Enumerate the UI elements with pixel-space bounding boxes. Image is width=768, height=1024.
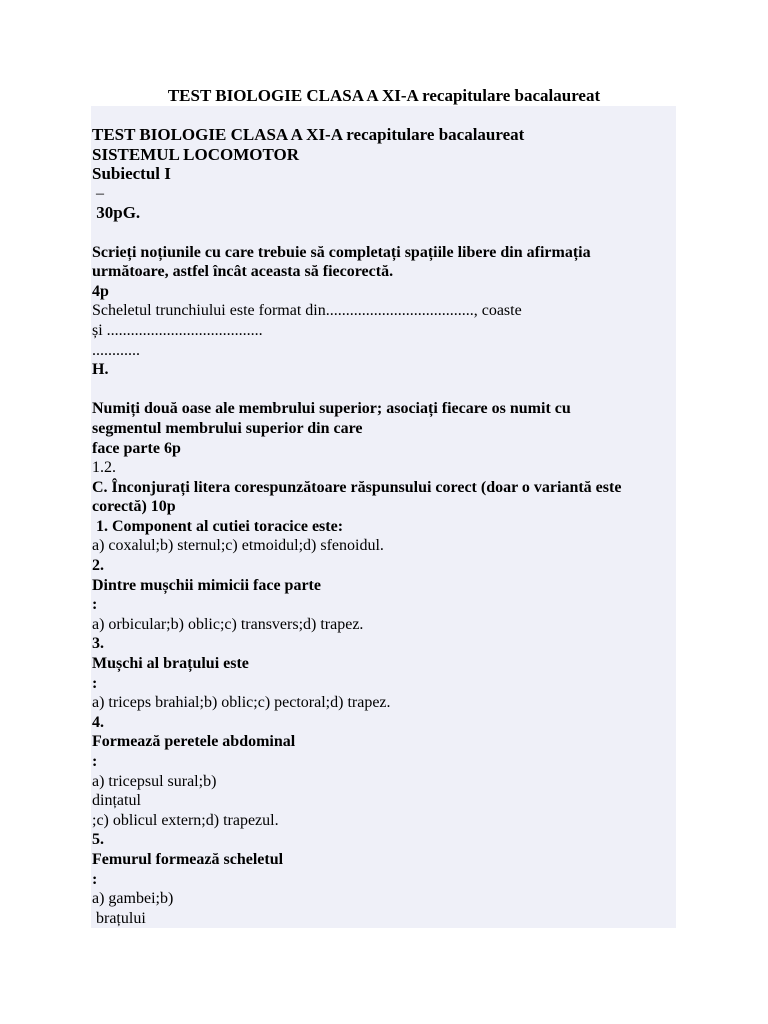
document-line: ............ (92, 341, 140, 359)
document-line: C. Înconjurați litera corespunzătoare răspunsului corect (doar o variantă este (92, 478, 622, 496)
document-line: brațului (92, 909, 146, 927)
document-line: a) triceps brahial;b) oblic;c) pectoral;d) trapez. (92, 694, 391, 712)
document-line: următoare, astfel încât aceasta să fiecorectă. (92, 263, 394, 281)
document-line: : (92, 870, 98, 888)
document-line (92, 223, 692, 243)
document-line: H. (92, 361, 109, 379)
document-line (92, 380, 692, 400)
document-line: : (92, 753, 98, 770)
document-line: 2. (92, 557, 104, 575)
document-line: face parte 6p (92, 439, 181, 457)
document-line: 1.2. (92, 459, 116, 477)
document-line: a) coxalul;b) sternul;c) etmoidul;d) sfenoidul. (92, 537, 384, 555)
document-line: a) tricepsul sural;b) (92, 772, 217, 790)
document-line: ;c) oblicul extern;d) trapezul. (92, 811, 279, 829)
document-line: 1. Component al cutiei toracice este: (92, 517, 344, 535)
document-body (92, 125, 692, 928)
document-line: Numiți două oase ale membrului superior; asociați fiecare os numit cu (92, 400, 571, 418)
document-line: a) orbicular;b) oblic;c) transvers;d) trapez. (92, 615, 364, 633)
document-line: SISTEMUL LOCOMOTOR (92, 144, 300, 164)
document-line: a) gambei;b) (92, 890, 174, 908)
document-line: Scrieți noțiunile cu care trebuie să completați spațiile libere din afirmația (92, 243, 591, 261)
document-line: 4p (92, 282, 109, 300)
document-line: 4. (92, 713, 104, 731)
document-line: 30pG. (92, 203, 141, 223)
document-line: : (92, 674, 98, 692)
document-line: : (92, 596, 98, 614)
document-line: Dintre mușchii mimicii face parte (92, 576, 321, 594)
document-line: TEST BIOLOGIE CLASA A XI-A recapitulare bacalaureat (92, 125, 525, 144)
document-line: Mușchi al brațului este (92, 655, 249, 673)
document-line: Scheletul trunchiului este format din....................................., coaste (92, 302, 522, 320)
document-line: dințatul (92, 792, 141, 810)
document-line: Femurul formează scheletul (92, 850, 284, 868)
document-line: Subiectul I (92, 164, 171, 184)
document-line: 3. (92, 635, 104, 653)
document-title: TEST BIOLOGIE CLASA A XI-A recapitulare bacalaureat (167, 86, 601, 105)
document-line: 5. (92, 831, 104, 849)
document-line: segmentul membrului superior din care (92, 419, 363, 437)
document-line: corectă) 10p (92, 498, 176, 516)
document-line: Formează peretele abdominal (92, 733, 296, 751)
document-line: – (92, 184, 104, 202)
document-line: și ....................................... (92, 321, 263, 339)
